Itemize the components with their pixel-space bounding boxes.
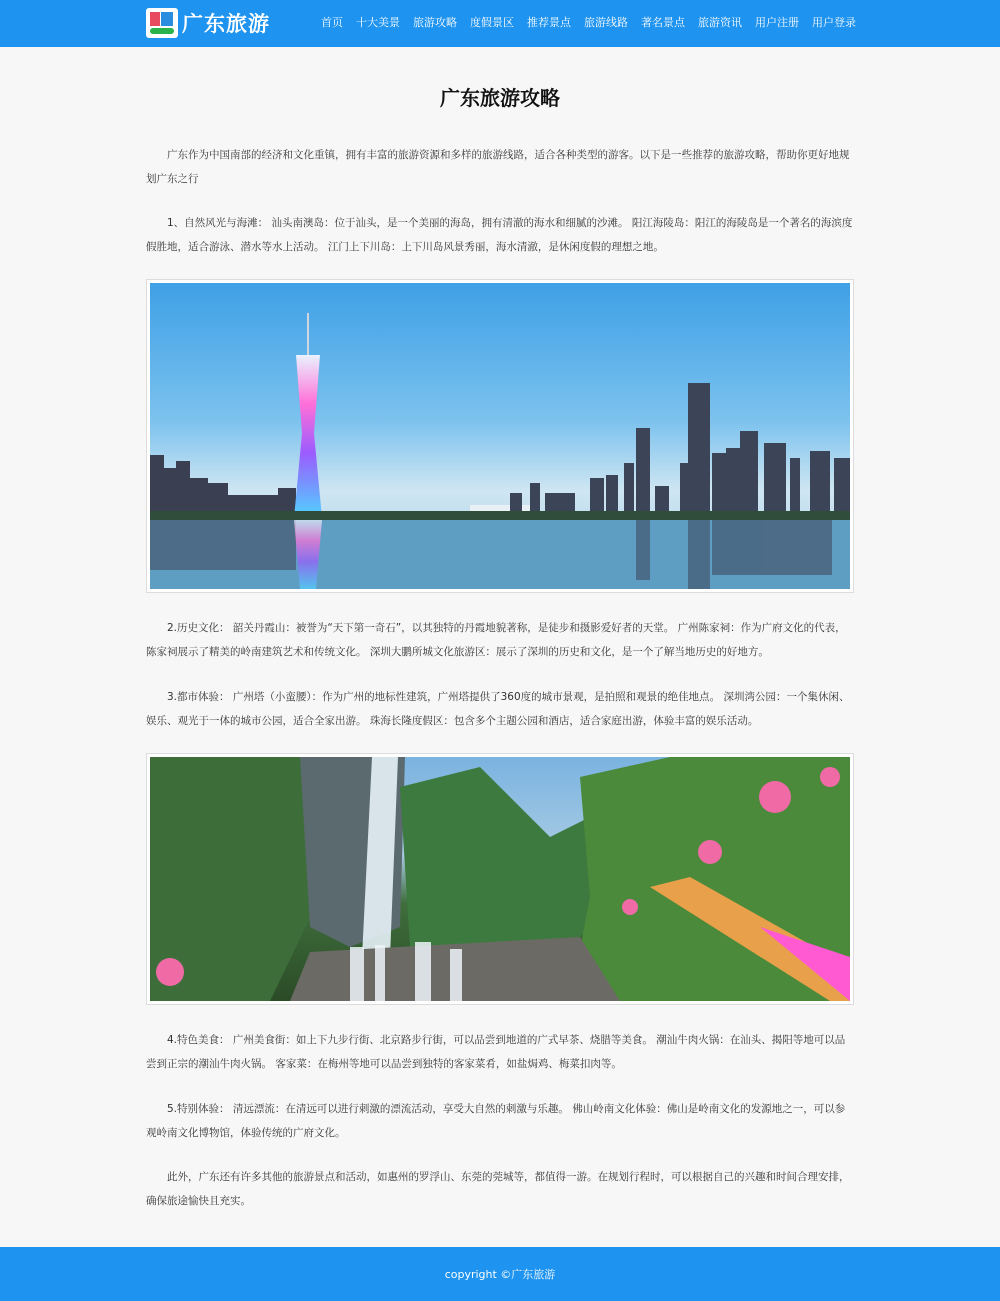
site-logo[interactable] [146, 8, 270, 38]
copyright-text: copyright ©广东旅游 [444, 1268, 556, 1281]
article-paragraph: 2.历史文化： 韶关丹霞山：被誉为“天下第一奇石”，以其独特的丹霞地貌著称，是徒步和摄影爱好者的天堂。 广州陈家祠：作为广府文化的代表，陈家祠展示了精美的岭南建筑艺术和传统文化。 深圳大鹏所城文化旅游区：展示了深圳的历史和文化，是一个了解当地历史的好地方。 [146, 622, 846, 658]
canton-tower-skyline-image [146, 279, 854, 593]
article-paragraph: 4.特色美食： 广州美食街：如上下九步行街、北京路步行街，可以品尝到地道的广式早茶、烧腊等美食。 潮汕牛肉火锅：在汕头、揭阳等地可以品尝到正宗的潮汕牛肉火锅。 客家菜：在梅州等地可以品尝到独特的客家菜肴，如盐焗鸡、梅菜扣肉等。 [146, 1034, 846, 1070]
article-paragraph: 1、自然风光与海滩： 汕头南澳岛：位于汕头，是一个美丽的海岛，拥有清澈的海水和细腻的沙滩。 阳江海陵岛：阳江的海陵岛是一个著名的海滨度假胜地，适合游泳、潜水等水上活动。 江门上下川岛：上下川岛风景秀丽，海水清澈，是休闲度假的理想之地。 [146, 217, 853, 253]
nav-recommended-spots[interactable]: 推荐景点 [527, 16, 571, 29]
logo-icon [146, 8, 178, 38]
nav-register[interactable]: 用户注册 [755, 16, 799, 29]
nav-home[interactable]: 首页 [321, 16, 343, 29]
nav-top-ten-scenery[interactable]: 十大美景 [356, 16, 400, 29]
site-name: 广东旅游 [182, 11, 270, 36]
nav-famous-spots[interactable]: 著名景点 [641, 16, 685, 29]
nav-travel-routes[interactable]: 旅游线路 [584, 16, 628, 29]
article-paragraph: 3.都市体验： 广州塔（小蛮腰）：作为广州的地标性建筑，广州塔提供了360度的城市景观，是拍照和观景的绝佳地点。 深圳湾公园：一个集休闲、娱乐、观光于一体的城市公园，适合全家出游。 珠海长隆度假区：包含多个主题公园和酒店，适合家庭出游，体验丰富的娱乐活动。 [146, 691, 850, 727]
page-title: 广东旅游攻略 [440, 86, 560, 110]
nav-resorts[interactable]: 度假景区 [470, 16, 514, 29]
article-paragraph: 5.特别体验： 清远漂流：在清远可以进行刺激的漂流活动，享受大自然的刺激与乐趣。 佛山岭南文化体验：佛山是岭南文化的发源地之一，可以参观岭南文化博物馆，体验传统的广府文化。 [146, 1103, 846, 1139]
nav-travel-guide[interactable]: 旅游攻略 [413, 16, 457, 29]
article-paragraph: 此外，广东还有许多其他的旅游景点和活动，如惠州的罗浮山、东莞的莞城等，都值得一游。在规划行程时，可以根据自己的兴趣和时间合理安排，确保旅途愉快且充实。 [146, 1171, 850, 1207]
waterfall-garden-image [146, 753, 854, 1005]
main-nav [321, 15, 856, 31]
site-header [0, 0, 1000, 47]
site-footer [0, 1247, 1000, 1301]
article-paragraph: 广东作为中国南部的经济和文化重镇，拥有丰富的旅游资源和多样的旅游线路，适合各种类型的游客。以下是一些推荐的旅游攻略，帮助你更好地规划广东之行 [146, 149, 850, 185]
nav-login[interactable]: 用户登录 [812, 16, 856, 29]
nav-travel-news[interactable]: 旅游资讯 [698, 16, 742, 29]
